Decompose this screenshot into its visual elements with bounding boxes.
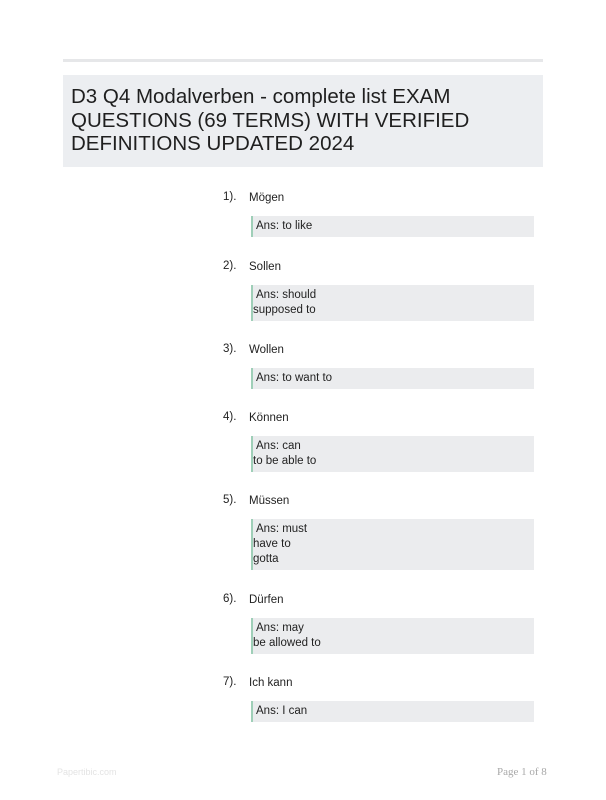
question-number: 4).	[223, 411, 237, 423]
question-number: 2).	[223, 260, 237, 272]
answer-box	[251, 216, 534, 237]
question-term: Können	[249, 412, 289, 424]
answer-line: have to	[253, 538, 291, 550]
page-number: Page 1 of 8	[497, 766, 547, 778]
answer-line: Ans: should	[256, 289, 317, 301]
answer-line: Ans: I can	[256, 705, 308, 717]
question-number: 7).	[223, 676, 237, 688]
answer-line: supposed to	[253, 304, 316, 316]
question-term: Dürfen	[249, 594, 284, 606]
answer-box	[251, 618, 534, 654]
answer-box	[251, 368, 534, 389]
answer-line: Ans: may	[256, 622, 304, 634]
title-banner	[63, 75, 543, 167]
document-title: D3 Q4 Modalverben - complete list EXAM QUESTIONS (69 TERMS) WITH VERIFIED DEFINITIONS UPDATED 2024	[71, 85, 470, 155]
answer-line: gotta	[253, 553, 279, 565]
watermark: Papertibic.com	[57, 767, 117, 777]
answer-line: Ans: can	[256, 440, 301, 452]
answer-box	[251, 285, 534, 321]
answer-line: Ans: to want to	[256, 372, 333, 384]
question-term: Mögen	[249, 192, 285, 204]
answer-line: Ans: to like	[256, 220, 313, 232]
answer-line: to be able to	[253, 455, 317, 467]
question-term: Ich kann	[249, 677, 293, 689]
question-number: 5).	[223, 494, 237, 506]
question-term: Sollen	[249, 261, 281, 273]
answer-line: be allowed to	[253, 637, 321, 649]
top-divider	[63, 59, 543, 62]
answer-line: Ans: must	[256, 523, 308, 535]
answer-box	[251, 701, 534, 722]
answer-box	[251, 436, 534, 472]
question-term: Wollen	[249, 344, 284, 356]
question-number: 6).	[223, 593, 237, 605]
question-number: 1).	[223, 191, 237, 203]
question-number: 3).	[223, 343, 237, 355]
answer-box	[251, 519, 534, 570]
question-term: Müssen	[249, 495, 290, 507]
